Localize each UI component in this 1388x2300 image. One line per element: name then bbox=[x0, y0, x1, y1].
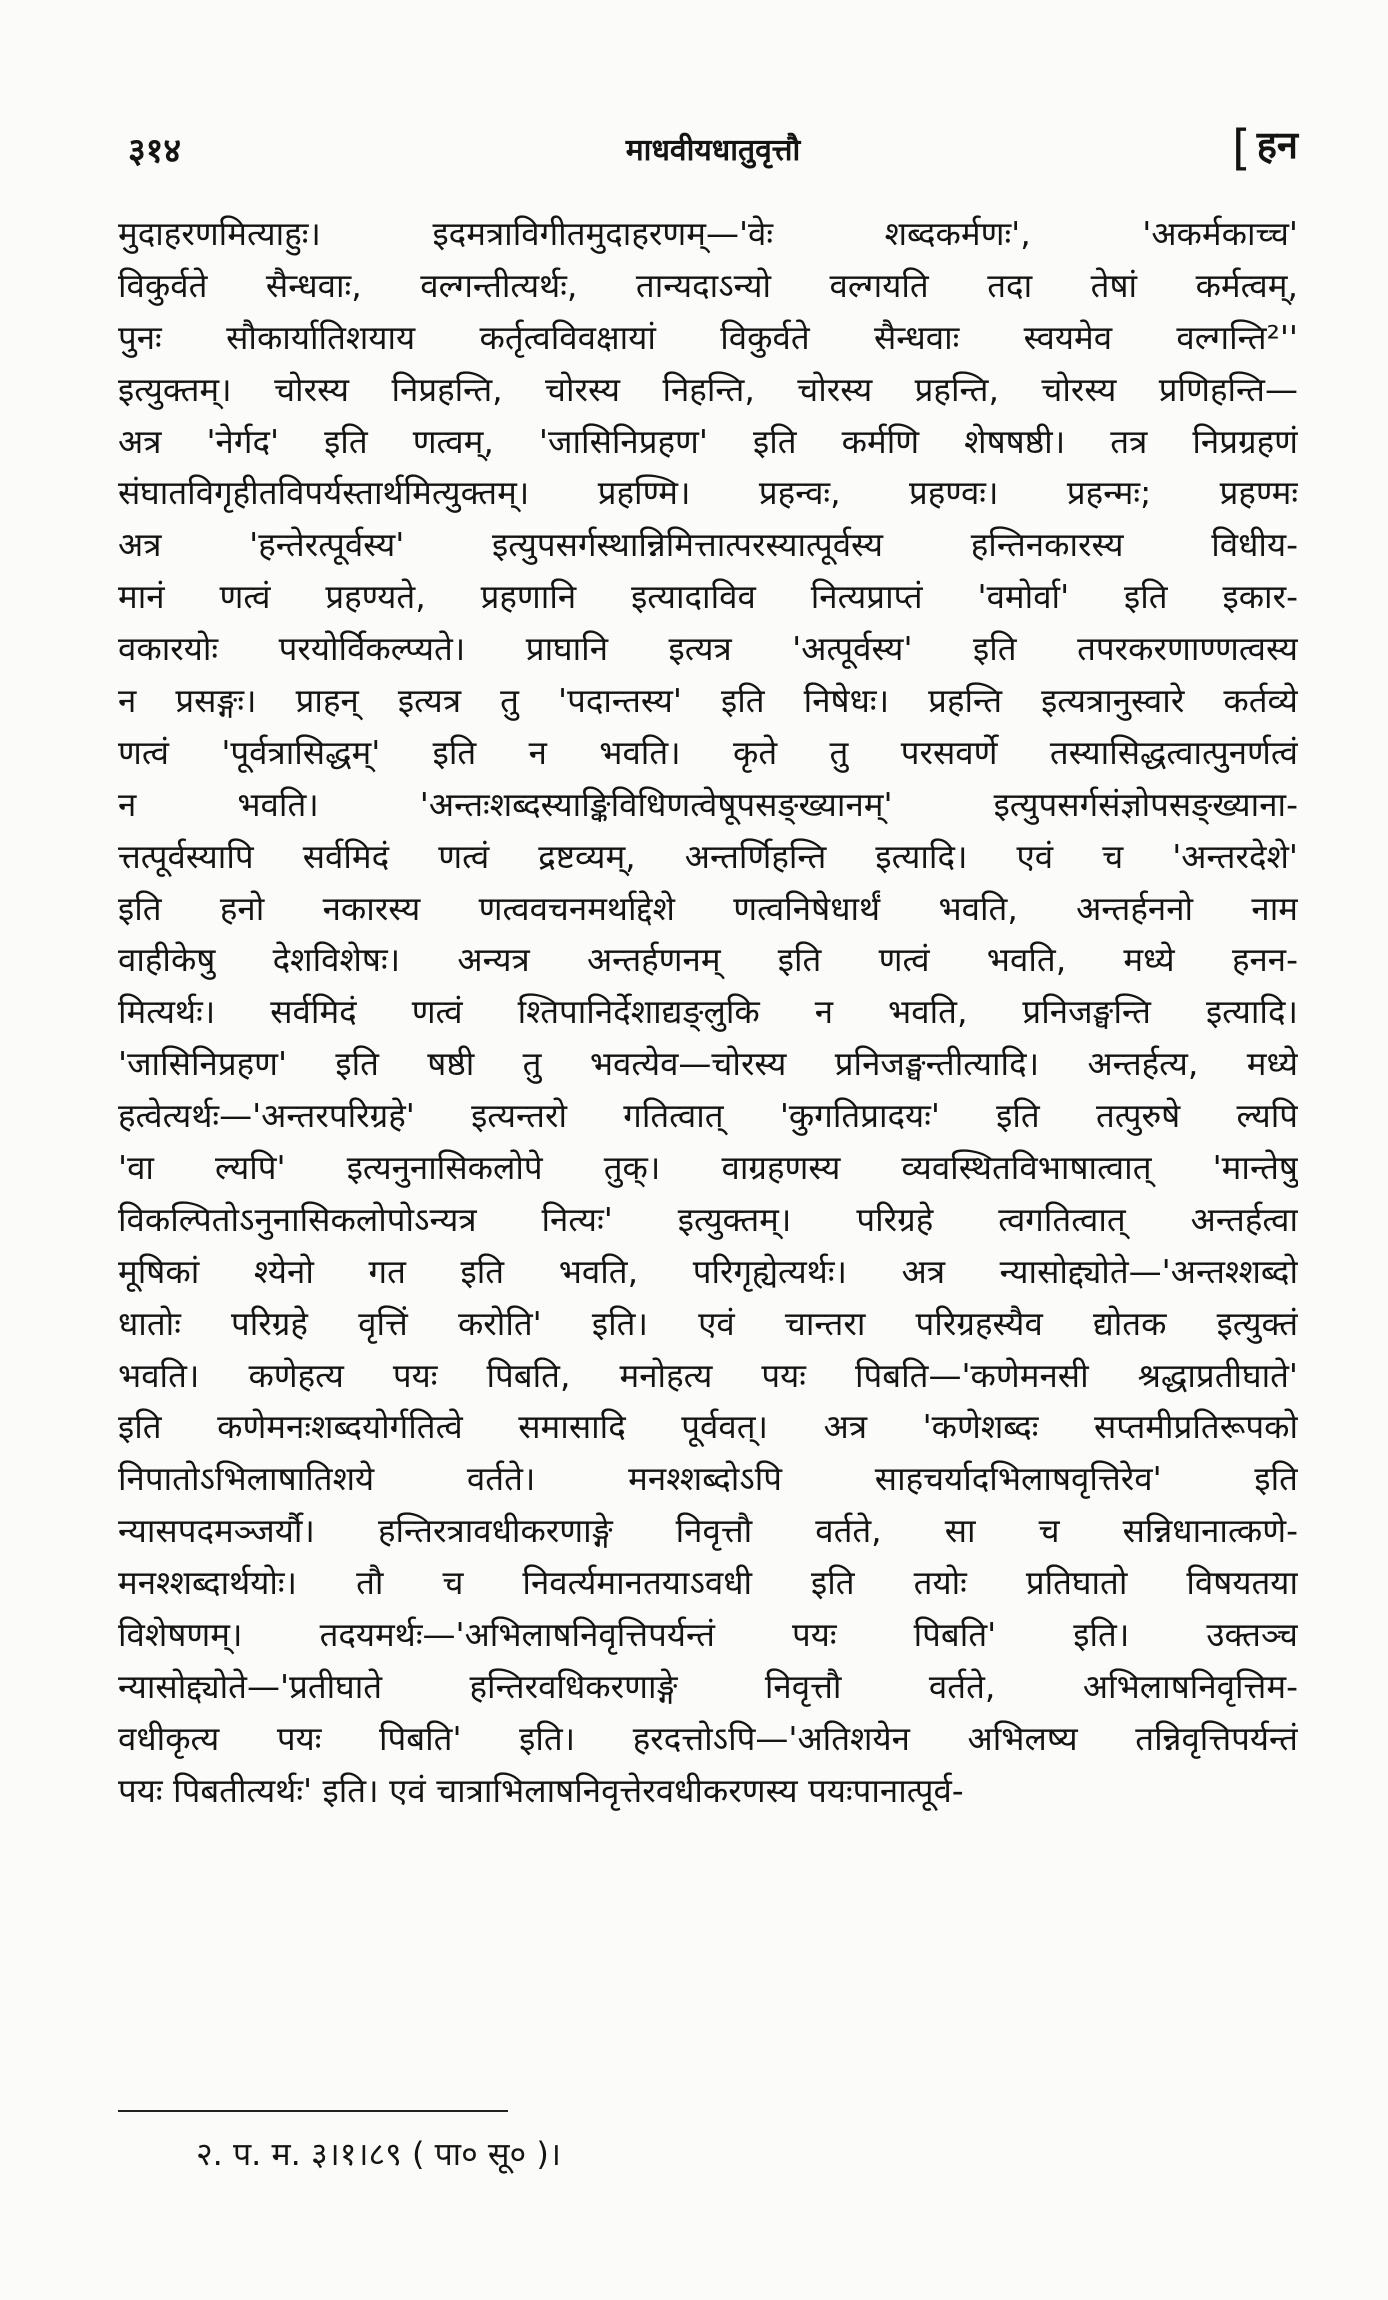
text-line: मुदाहरणमित्याहुः। इदमत्राविगीतमुदाहरणम्—'वेः शब्दकर्मणः', 'अकर्मकाच्च' bbox=[118, 214, 1298, 253]
text-line: 'जासिनिप्रहण' इति षष्ठी तु भवत्येव—चोरस्य प्रनिजङ्घन्तीत्यादि। अन्तर्हत्य, मध्ये bbox=[118, 1044, 1298, 1084]
text-line: मित्यर्थः। सर्वमिदं णत्वं श्तिपानिर्देशाद्यङ्लुकि न भवति, प्रनिजङ्घन्ति इत्यादि। bbox=[118, 992, 1298, 1032]
text-line: भवति। कणेहत्य पयः पिबति, मनोहत्य पयः पिबति—'कणेमनसी श्रद्धाप्रतीघाते' bbox=[118, 1355, 1298, 1395]
page-number: ३१४ bbox=[128, 131, 182, 171]
text-line: वकारयोः परयोर्विकल्प्यते। प्राघानि इत्यत्र 'अत्पूर्वस्य' इति तपरकरणाण्णत्वस्य bbox=[118, 629, 1298, 669]
commentary-text bbox=[118, 208, 1298, 1817]
text-line: विकल्पितोऽनुनासिकलोपोऽन्यत्र नित्यः' इत्युक्तम्। परिग्रहे त्वगतित्वात् अन्तर्हत्वा bbox=[118, 1199, 1298, 1239]
text-line: 'वा ल्यपि' इत्यनुनासिकलोपे तुक्। वाग्रहणस्य व्यवस्थितविभाषात्वात् 'मान्तेषु bbox=[118, 1148, 1298, 1188]
text-line: इति कणेमनःशब्दयोर्गतित्वे समासादि पूर्ववत्। अत्र 'कणेशब्दः सप्तमीप्रतिरूपको bbox=[118, 1407, 1298, 1447]
text-line: त्तत्पूर्वस्यापि सर्वमिदं णत्वं द्रष्टव्यम्, अन्तर्णिहन्ति इत्यादि। एवं च 'अन्तरदेशे' bbox=[118, 836, 1298, 876]
text-line: न्यासपदमञ्जर्यौ। हन्तिरत्रावधीकरणाङ्गे निवृत्तौ वर्तते, सा च सन्निधानात्कणे- bbox=[118, 1511, 1298, 1551]
text-line: न भवति। 'अन्तःशब्दस्याङ्किविधिणत्वेषूपसङ्ख्यानम्' इत्युपसर्गसंज्ञोपसङ्ख्याना- bbox=[118, 784, 1298, 824]
text-line: पुनः सौकार्यातिशयाय कर्तृत्वविवक्षायां विकुर्वते सैन्धवाः स्वयमेव वल्गन्ति²'' bbox=[118, 317, 1298, 357]
text-line: मानं णत्वं प्रहण्यते, प्रहणानि इत्यादाविव नित्यप्राप्तं 'वमोर्वा' इति इकार- bbox=[118, 577, 1298, 617]
footnote-divider bbox=[118, 2110, 508, 2112]
text-line: मूषिकां श्येनो गत इति भवति, परिगृह्येत्यर्थः। अत्र न्यासोद्द्योते—'अन्तश्शब्दो bbox=[118, 1251, 1298, 1291]
text-line: संघातविगृहीतविपर्यस्तार्थमित्युक्तम्। प्रहण्मि। प्रहन्वः, प्रहण्वः। प्रहन्मः; प्रहण्मः bbox=[118, 473, 1298, 513]
text-line: विकुर्वते सैन्धवाः, वल्गन्तीत्यर्थः, तान्यदाऽन्यो वल्गयति तदा तेषां कर्मत्वम्, bbox=[118, 265, 1298, 305]
text-line: णत्वं 'पूर्वत्रासिद्धम्' इति न भवति। कृते तु परसवर्णे तस्यासिद्धत्वात्पुनर्णत्वं bbox=[118, 732, 1298, 772]
section-mark bbox=[1232, 118, 1298, 176]
running-title: माधवीयधातुवृत्तौ bbox=[625, 133, 801, 168]
text-line: अत्र 'नेर्गद' इति णत्वम्, 'जासिनिप्रहण' इति कर्मणि शेषषष्ठी। तत्र निप्रग्रहणं bbox=[118, 421, 1298, 461]
text-line: विशेषणम्। तदयमर्थः—'अभिलाषनिवृत्तिपर्यन्तं पयः पिबति' इति। उक्तञ्च bbox=[118, 1615, 1298, 1655]
text-line: निपातोऽभिलाषातिशये वर्तते। मनश्शब्दोऽपि साहचर्यादभिलाषवृत्तिरेव' इति bbox=[118, 1459, 1298, 1499]
text-line: हत्वेत्यर्थः—'अन्तरपरिग्रहे' इत्यन्तरो गतित्वात् 'कुगतिप्रादयः' इति तत्पुरुषे ल्यपि bbox=[118, 1096, 1298, 1136]
text-line: वधीकृत्य पयः पिबति' इति। हरदत्तोऽपि—'अतिशयेन अभिलष्य तन्निवृत्तिपर्यन्तं bbox=[118, 1718, 1298, 1758]
text-line: इत्युक्तम्। चोरस्य निप्रहन्ति, चोरस्य निहन्ति, चोरस्य प्रहन्ति, चोरस्य प्रणिहन्ति— bbox=[118, 369, 1298, 409]
text-line: न प्रसङ्गः। प्राहन् इत्यत्र तु 'पदान्तस्य' इति निषेधः। प्रहन्ति इत्यत्रानुस्वारे कर्तव्ये bbox=[118, 681, 1298, 721]
page-header bbox=[128, 120, 1298, 186]
section-root-label: हन bbox=[1256, 123, 1298, 167]
section-bracket: [ bbox=[1231, 120, 1251, 176]
text-line: धातोः परिग्रहे वृत्तिं करोति' इति। एवं चान्तरा परिग्रहस्यैव द्योतक इत्युक्तं bbox=[118, 1303, 1298, 1343]
text-line: न्यासोद्द्योते—'प्रतीघाते हन्तिरवधिकरणाङ्गे निवृत्तौ वर्तते, अभिलाषनिवृत्तिम- bbox=[118, 1666, 1298, 1706]
text-line: अत्र 'हन्तेरत्पूर्वस्य' इत्युपसर्गस्थान्निमित्तात्परस्यात्पूर्वस्य हन्तिनकारस्य विधीय- bbox=[118, 525, 1298, 565]
text-line: पयः पिबतीत्यर्थः' इति। एवं चात्राभिलाषनिवृत्तेरवधीकरणस्य पयःपानात्पूर्व- bbox=[118, 1770, 964, 1810]
footnote: २. प. म. ३।१।८९ ( पा० सू० )। bbox=[196, 2135, 561, 2173]
text-line: मनश्शब्दार्थयोः। तौ च निवर्त्यमानतयाऽवधी इति तयोः प्रतिघातो विषयतया bbox=[118, 1563, 1298, 1603]
text-line: वाहीकेषु देशविशेषः। अन्यत्र अन्तर्हणनम् इति णत्वं भवति, मध्ये हनन- bbox=[118, 940, 1298, 980]
text-line: इति हनो नकारस्य णत्ववचनमर्थाद्देशे णत्वनिषेधार्थं भवति, अन्तर्हननो नाम bbox=[118, 888, 1298, 928]
